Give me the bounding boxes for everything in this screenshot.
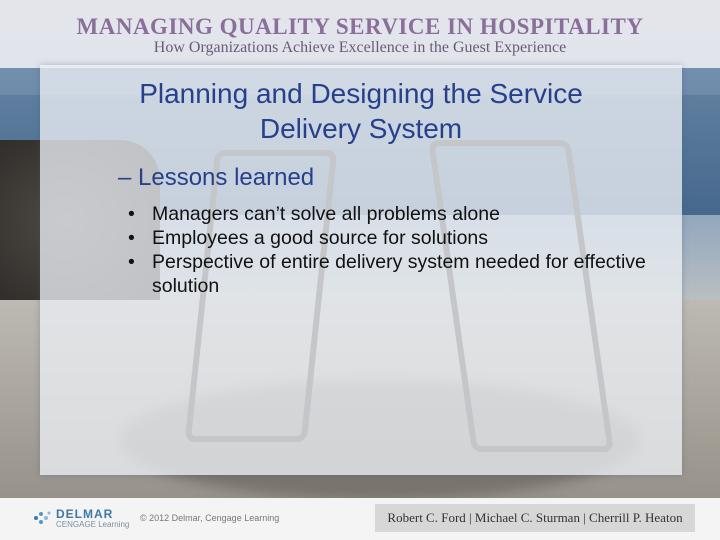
bullet-text: Perspective of entire delivery system needed for effective solution	[152, 251, 646, 297]
footer	[0, 498, 720, 540]
list-item	[128, 250, 658, 298]
list-item	[128, 202, 658, 226]
publisher-block	[0, 498, 360, 540]
level1-heading: – Lessons learned	[118, 164, 315, 191]
book-title: MANAGING QUALITY SERVICE IN HOSPITALITY	[76, 14, 644, 39]
bullet-marker: •	[128, 203, 135, 225]
bullet-marker: •	[128, 227, 135, 249]
bullet-text: Managers can’t solve all problems alone	[152, 203, 500, 225]
slide-title-line1: Planning and Designing the Service	[139, 78, 583, 109]
authors-box	[375, 504, 695, 532]
bullet-text: Employees a good source for solutions	[152, 227, 489, 249]
publisher-sub: CENGAGE Learning	[56, 520, 130, 529]
slide-title	[40, 76, 682, 146]
list-item	[128, 226, 658, 250]
copyright-text: © 2012 Delmar, Cengage Learning	[140, 513, 280, 523]
delmar-logo-icon	[32, 508, 52, 528]
bullet-marker: •	[128, 251, 135, 273]
authors-text: Robert C. Ford | Michael C. Sturman | Cherrill P. Heaton	[387, 510, 683, 525]
publisher-brand: DELMAR	[56, 507, 114, 521]
bullet-list	[128, 202, 658, 298]
content-panel	[40, 65, 682, 475]
slide-title-line2: Delivery System	[259, 113, 463, 144]
book-subtitle: How Organizations Achieve Excellence in the Guest Experience	[153, 39, 567, 56]
header-band	[0, 0, 720, 68]
